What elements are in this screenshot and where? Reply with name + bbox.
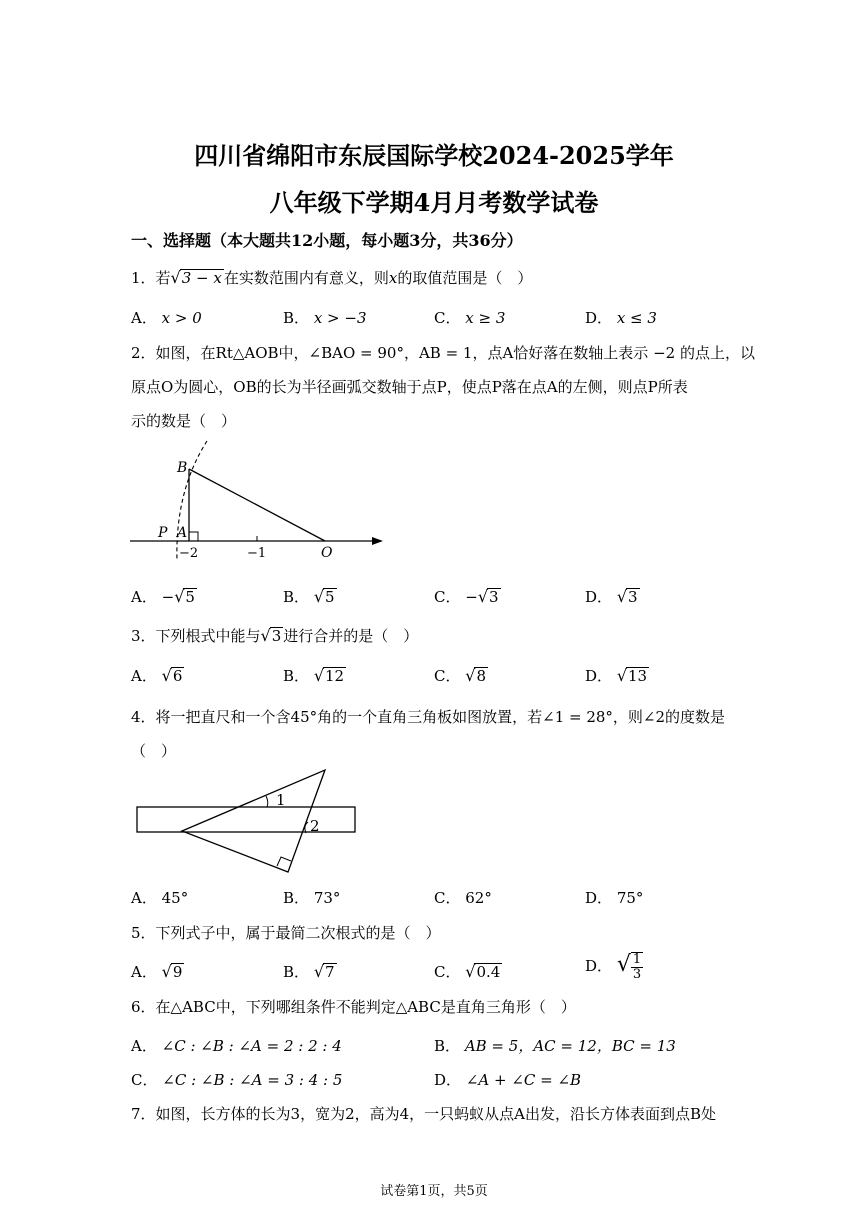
angle-2-label: 2 <box>310 817 320 835</box>
q1-option-c[interactable]: C． x ≥ 3 <box>434 309 506 327</box>
q3-option-c[interactable]: C． √8 <box>434 666 487 685</box>
tick-label-minus-one: −1 <box>247 546 267 561</box>
q5-option-a[interactable]: A． √9 <box>131 962 183 981</box>
question-4-line2: （ ） <box>131 742 177 760</box>
q1-mid: 在实数范围内有意义，则 <box>223 269 389 287</box>
q5-option-b[interactable]: B． √7 <box>283 962 335 981</box>
question-4-line1: 4．将一把直尺和一个含45°角的一个直角三角板如图放置，若∠1 = 28°，则∠2的度数是 <box>131 708 726 726</box>
q1-option-b[interactable]: B． x > −3 <box>283 309 367 327</box>
q2-option-a[interactable]: A． −√5 <box>131 587 195 606</box>
page-footer: 试卷第1页，共5页 <box>380 1184 488 1199</box>
q1-option-d[interactable]: D． x ≤ 3 <box>585 309 657 327</box>
label-a: A <box>177 525 188 541</box>
right-angle-mark <box>277 857 291 866</box>
question-6: 6．在△ABC中，下列哪组条件不能判定△ABC是直角三角形（ ） <box>131 998 576 1016</box>
q1-var: x <box>388 269 398 287</box>
q1-prefix: 1．若 <box>131 269 171 287</box>
triangle-board <box>182 770 325 872</box>
section-heading: 一、选择题（本大题共12小题，每小题3分，共36分） <box>131 231 523 250</box>
q5-option-c[interactable]: C． √0.4 <box>434 962 501 981</box>
q6-option-d[interactable]: D． ∠A + ∠C = ∠B <box>434 1071 582 1089</box>
q3-option-d[interactable]: D． √13 <box>585 666 648 685</box>
question-2-line2: 原点O为圆心，OB的长为半径画弧交数轴于点P，使点P落在点A的左侧，则点P所表 <box>131 378 688 396</box>
number-line-arrow <box>372 537 383 545</box>
angle-1-arc <box>266 796 268 807</box>
exam-title-line1: 四川省绵阳市东辰国际学校2024-2025学年 <box>194 141 674 170</box>
question-7: 7．如图，长方体的长为3，宽为2，高为4，一只蚂蚁从点A出发，沿长方体表面到点B处 <box>131 1105 717 1123</box>
question-5: 5．下列式子中，属于最简二次根式的是（ ） <box>131 924 441 942</box>
segment-bo <box>189 469 325 541</box>
q4-option-d[interactable]: D． 75° <box>585 889 644 907</box>
q5-option-d[interactable]: D． √ $\frac{1}{3}$ <box>585 952 642 982</box>
question-2-line3: 示的数是（ ） <box>131 412 237 430</box>
q1-radicand: 3 − x <box>181 269 222 287</box>
dashed-arc <box>177 441 207 561</box>
question-2-line1: 2．如图，在Rt△AOB中，∠BAO = 90°，AB = 1，点A恰好落在数轴上表示 −2 的点上，以 <box>131 344 755 362</box>
ruler <box>137 807 355 832</box>
q6-option-c[interactable]: C． ∠C : ∠B : ∠A = 3 : 4 : 5 <box>131 1071 343 1089</box>
q1-option-a[interactable]: A． x > 0 <box>131 309 202 327</box>
q4-figure <box>130 765 365 880</box>
q4-option-a[interactable]: A． 45° <box>131 889 189 907</box>
q1-suffix: 的取值范围是（ ） <box>397 269 533 287</box>
label-p: P <box>158 525 168 541</box>
question-1: 1．若√3 − x 在实数范围内有意义，则x的取值范围是（ ） <box>131 268 533 287</box>
exam-title-line2: 八年级下学期4月月考数学试卷 <box>269 188 599 217</box>
q2-figure <box>125 436 390 566</box>
q3-option-a[interactable]: A． √6 <box>131 666 183 685</box>
q4-option-b[interactable]: B． 73° <box>283 889 341 907</box>
q3-option-b[interactable]: B． √12 <box>283 666 345 685</box>
q4-option-c[interactable]: C． 62° <box>434 889 492 907</box>
q6-option-a[interactable]: A． ∠C : ∠B : ∠A = 2 : 2 : 4 <box>131 1037 342 1055</box>
q2-option-c[interactable]: C． −√3 <box>434 587 499 606</box>
q6-option-b[interactable]: B． AB = 5，AC = 12，BC = 13 <box>434 1037 676 1055</box>
right-angle-mark <box>189 532 198 541</box>
q2-option-b[interactable]: B． √5 <box>283 587 335 606</box>
angle-1-label: 1 <box>276 791 286 809</box>
label-o: O <box>321 545 333 561</box>
label-b: B <box>177 460 188 476</box>
question-3: 3．下列根式中能与√3 进行合并的是（ ） <box>131 626 419 645</box>
tick-label-minus-two: −2 <box>179 546 199 561</box>
q2-option-d[interactable]: D． √3 <box>585 587 638 606</box>
